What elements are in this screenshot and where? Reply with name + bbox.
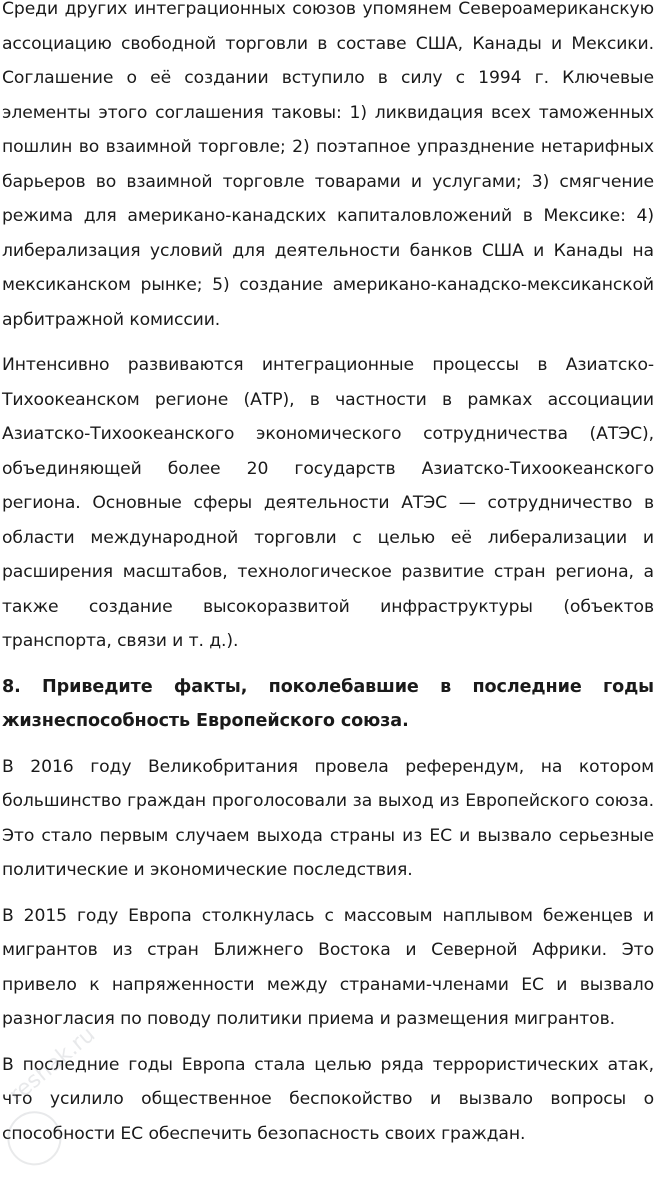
paragraph-apec: Интенсивно развиваются интеграционные процессы в Азиатско-Тихоокеанском регионе (АТР), в частности в рамках ассоциации Азиатско-Тихоокеанского экономического сотрудничества (АТЭС), объединяющей более 20 государств Азиатско-Тихоокеанского региона. Основные сферы деятельности АТЭС — сотрудничество в области международной торговли с целью её либерализации и расширения масштабов, технологическое развитие стран региона, а также создание высокоразвитой инфраструктуры (объектов транспорта, связи и т. д.). xyxy=(2,355,654,651)
question-heading: 8. Приведите факты, поколебавшие в последние годы жизнеспособность Европейского союза. xyxy=(2,676,654,731)
document-page xyxy=(2,0,654,1162)
paragraph-nafta: Среди других интеграционных союзов упомянем Североамериканскую ассоциацию свободной торговли в составе США, Канады и Мексики. Соглашение о её создании вступило в силу с 1994 г. Ключевые элементы этого соглашения таковы: 1) ликвидация всех таможенных пошлин во взаимной торговле; 2) поэтапное упразднение нетарифных барьеров во взаимной торговле товарами и услугами; 3) смягчение режима для американо-канадских капиталовложений в Мексике: 4) либерализация условий для деятельности банков США и Канады на мексиканском рынке; 5) создание американо-канадско-мексиканской арбитражной комиссии. xyxy=(2,0,654,330)
paragraph-terrorism: В последние годы Европа стала целью ряда террористических атак, что усилило общественное беспокойство и вызвало вопросы о способности ЕС обеспечить безопасность своих граждан. xyxy=(2,1054,654,1144)
watermark-text: reshak.ru xyxy=(4,1022,101,1109)
paragraph-brexit: В 2016 году Великобритания провела референдум, на котором большинство граждан проголосовали за выход из Европейского союза. Это стало первым случаем выхода страны из ЕС и вызвало серьезные политические и экономические последствия. xyxy=(2,756,654,880)
paragraph-migration: В 2015 году Европа столкнулась с массовым наплывом беженцев и мигрантов из стран Ближнего Востока и Северной Африки. Это привело к напряженности между странами-членами ЕС и вызвало разногласия по поводу политики приема и размещения мигрантов. xyxy=(2,905,654,1029)
